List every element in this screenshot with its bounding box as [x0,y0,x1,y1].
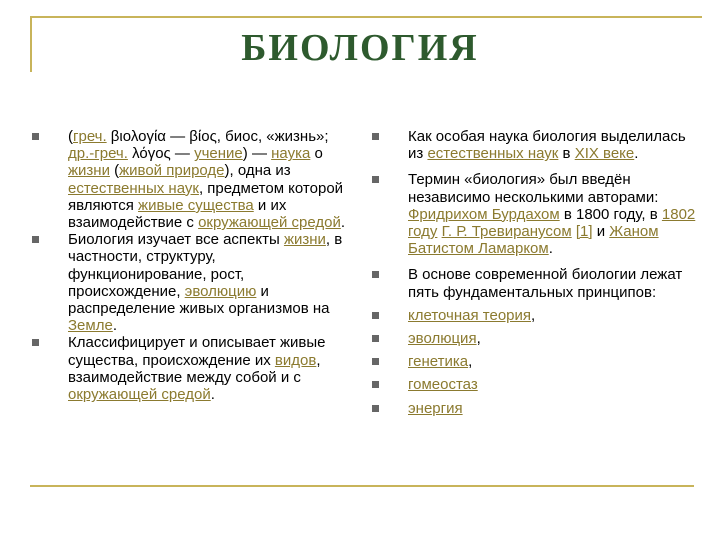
link-environment[interactable]: окружающей средой [68,386,211,404]
link-homeostasis[interactable]: гомеостаз [408,376,478,394]
right-bullet-item-1 [372,128,702,162]
link-energy[interactable]: энергия [408,399,463,417]
square-bullet-icon [372,358,379,365]
square-bullet-icon [372,271,379,278]
text: , [531,306,536,324]
link-19th-century[interactable]: XIX веке [574,145,635,163]
text: Биология изучает все аспекты [68,231,284,249]
text: , предметом которой являются [68,179,344,214]
text: βιολογία — βίος, биос, «жизнь»; [106,128,329,145]
link-reference-1[interactable]: [1] [575,223,593,241]
text: . [210,386,215,404]
text: и их взаимодействие с [68,196,287,232]
square-bullet-icon [372,133,379,140]
right-bullet-item-7 [372,376,702,393]
text: Термин «биология» был введён независимо несколькими авторами: [408,171,659,206]
square-bullet-icon [32,133,39,140]
link-lamarck[interactable]: Жаном Батистом Ламарком [408,223,659,258]
text: и распределение живых организмов на [68,282,330,318]
text: в [558,145,575,163]
link-science[interactable]: наука [271,145,311,163]
right-bullet-item-3 [372,266,702,300]
right-bullet-item-4 [372,307,702,324]
frame-line-top [30,16,702,18]
text: . [340,214,346,232]
text: , [476,330,481,348]
text: в 1800 году, в [559,205,662,223]
right-bullet-item-8 [372,400,702,417]
right-column [372,128,702,417]
square-bullet-icon [372,405,379,412]
text: ), одна из [224,162,291,180]
link-ancient-greek[interactable]: др.-греч. [68,145,128,163]
right-bullet-item-5 [372,330,702,347]
text: ( [68,128,73,145]
link-species[interactable]: видов [274,351,317,369]
left-bullet-item-1 [32,128,352,231]
square-bullet-icon [32,236,39,243]
link-environment[interactable]: окружающей средой [198,214,341,232]
link-evolution[interactable]: эволюция [408,330,477,348]
text: и [592,223,610,241]
text: ( [109,162,120,180]
link-living-beings[interactable]: живые существа [138,196,254,214]
link-greek[interactable]: греч. [73,128,107,145]
link-evolution[interactable]: эволюцию [184,282,257,300]
link-cell-theory[interactable]: клеточная теория [408,306,532,324]
square-bullet-icon [372,335,379,342]
text: . [112,317,117,335]
square-bullet-icon [372,381,379,388]
text: Как особая наука биология выделилась из [408,128,686,163]
square-bullet-icon [372,176,379,183]
text: . [634,145,639,163]
link-1802[interactable]: 1802 году [408,205,696,241]
text: . [548,240,553,258]
text: В основе современной биологии лежат пять фундаментальных принципов: [408,266,683,301]
right-bullet-item-2 [372,171,702,257]
link-genetics[interactable]: генетика [408,353,469,371]
link-burdach[interactable]: Фридрихом Бурдахом [408,205,560,223]
square-bullet-icon [32,339,39,346]
link-life[interactable]: жизни [68,162,110,180]
text: λόγος — [127,145,195,163]
text: о [310,145,323,163]
link-living-nature[interactable]: живой природе [119,162,225,180]
slide-title: БИОЛОГИЯ [241,27,479,69]
link-treviranus[interactable]: Г. Р. Тревиранусом [441,223,572,241]
text: , [468,353,473,371]
text: Классифицирует и описывает живые существа, происхождение их [68,334,326,369]
left-column [32,128,352,403]
text: , в частности, структуру, функционирование, рост, происхождение, [68,231,343,300]
link-earth[interactable]: Земле [68,317,113,335]
text: ) — [242,145,272,163]
square-bullet-icon [372,312,379,319]
link-life[interactable]: жизни [283,231,326,249]
link-teaching[interactable]: учение [194,145,243,163]
frame-line-bottom [30,485,694,487]
link-natural-sciences[interactable]: естественных наук [68,179,199,197]
right-bullet-item-6 [372,353,702,370]
left-bullet-item-3 [32,334,352,403]
text: , взаимодействие между собой и с [68,351,321,386]
link-natural-sciences[interactable]: естественных наук [427,145,559,163]
left-bullet-item-2 [32,231,352,334]
